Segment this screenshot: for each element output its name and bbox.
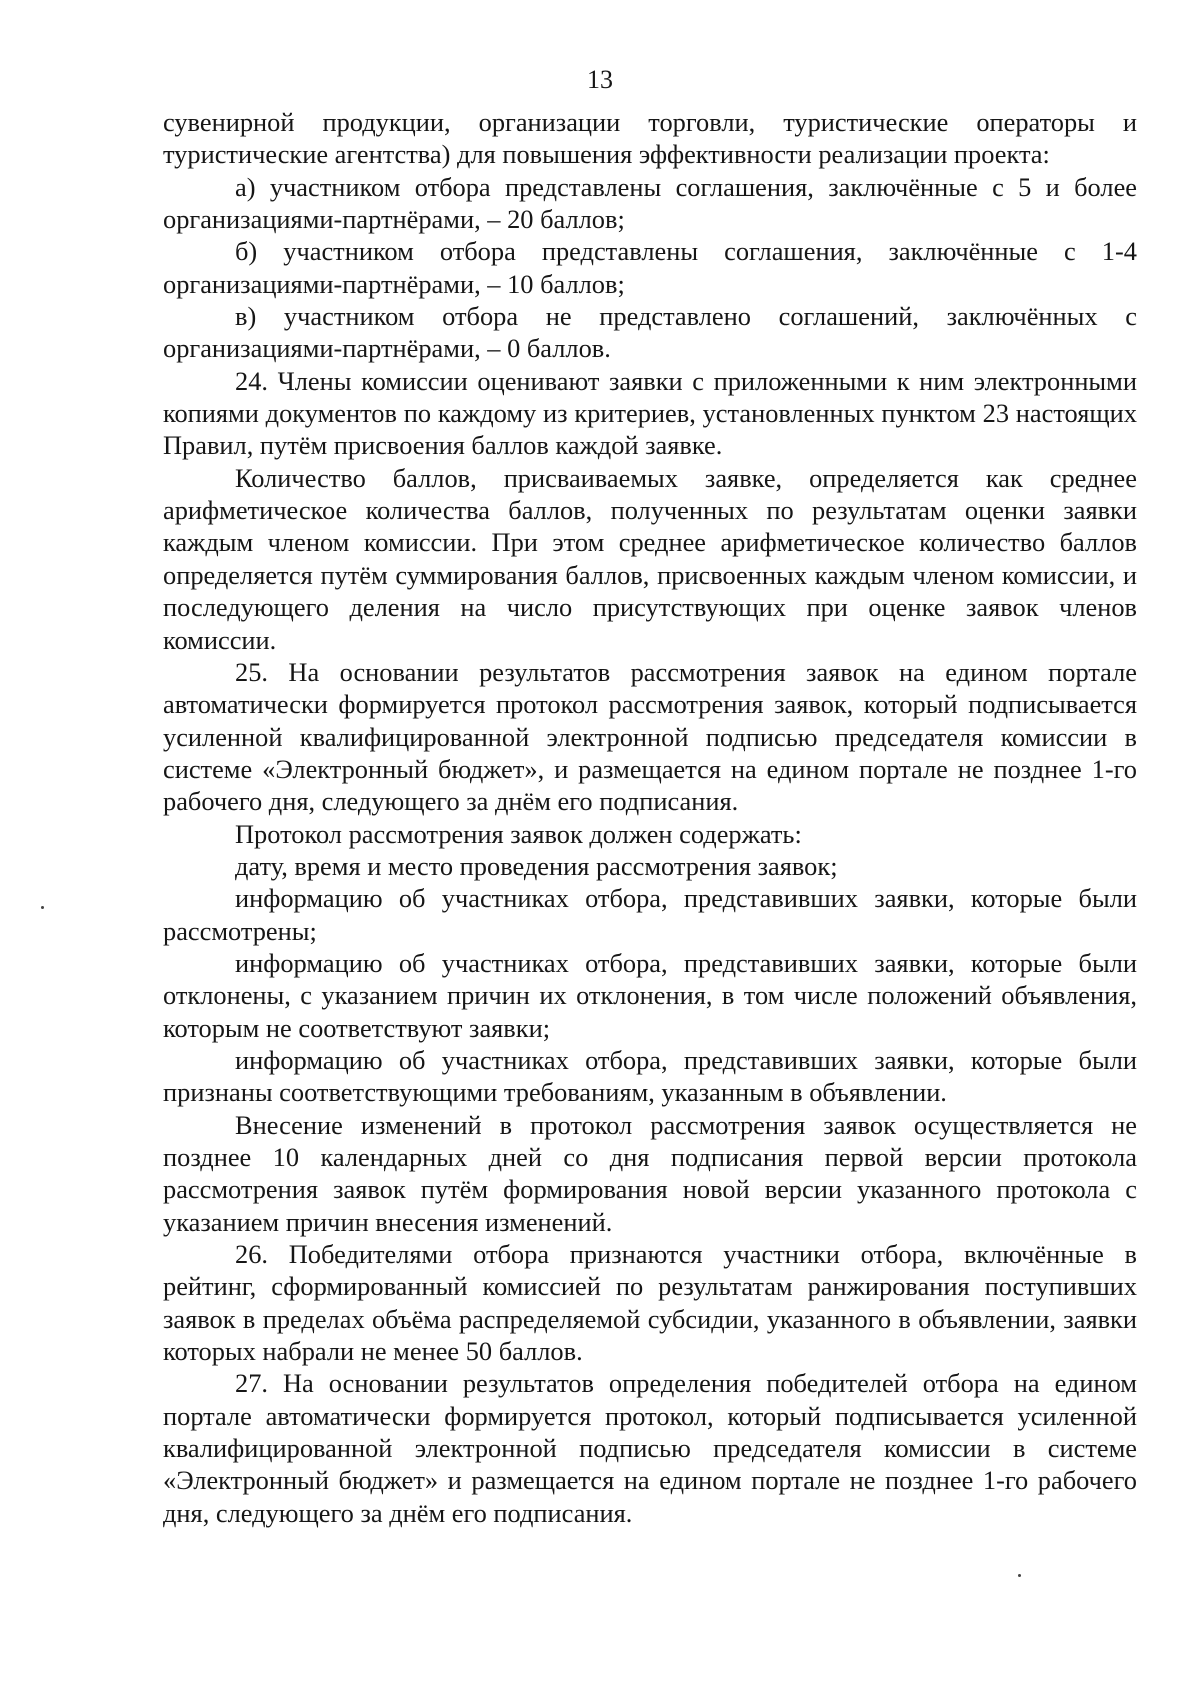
paragraph-clause-26: 26. Победителями отбора признаются участники отбора, включённые в рейтинг, сформированный комиссией по результатам ранжирования поступивших заявок в пределах объёма распределяемой субсидии, указанного в объявлении, заявки которых набрали не менее 50 баллов. [163,1239,1137,1367]
paragraph-score-calculation: Количество баллов, присваиваемых заявке, определяется как среднее арифметическое количества баллов, полученных по результатам оценки заявки каждым членом комиссии. При этом среднее арифметическое количество баллов определяется путём суммирования баллов, присвоенных каждым членом комиссии, и последующего деления на число присутствующих при оценке заявок членов комиссии. [163,462,1137,655]
paragraph-protocol-item-compliant: информацию об участниках отбора, представивших заявки, которые были признаны соответствующими требованиям, указанным в объявлении. [163,1044,1137,1108]
paragraph-protocol-contents-intro: Протокол рассмотрения заявок должен содержать: [235,818,802,849]
paragraph-option-c: в) участником отбора не представлено соглашений, заключённых с организациями-партнёрами, – 0 баллов. [163,301,1137,364]
paragraph-option-a: а) участником отбора представлены соглашения, заключённые с 5 и более организациями-партнёрами, – 20 баллов; [163,171,1137,235]
page-number: 13 [587,65,613,94]
paragraph-protocol-item-date: дату, время и место проведения рассмотрения заявок; [235,850,838,881]
paragraph-protocol-amendments: Внесение изменений в протокол рассмотрения заявок осуществляется не позднее 10 календарных дней со дня подписания первой версии протокола рассмотрения заявок путём формирования новой версии указанного протокола с указанием причин внесения изменений. [163,1109,1137,1237]
paragraph-clause-24: 24. Члены комиссии оценивают заявки с приложенными к ним электронными копиями документов по каждому из критериев, установленных пунктом 23 настоящих Правил, путём присвоения баллов каждой заявке. [163,365,1137,461]
paragraph-option-b: б) участником отбора представлены соглашения, заключённые с 1-4 организациями-партнёрами, – 10 баллов; [163,236,1137,299]
scan-speck [41,906,44,909]
paragraph-criteria-continuation: сувенирной продукции, организации торговли, туристические операторы и туристические агентства) для повышения эффективности реализации проекта: [163,107,1137,170]
scan-speck [1018,1574,1021,1577]
paragraph-clause-27: 27. На основании результатов определения победителей отбора на едином портале автоматически формируется протокол, который подписывается усиленной квалифицированной электронной подписью председателя комиссии в системе «Электронный бюджет» и размещается на едином портале не позднее 1-го рабочего дня, следующего за днём его подписания. [163,1368,1137,1528]
paragraph-protocol-item-reviewed: информацию об участниках отбора, представивших заявки, которые были рассмотрены; [163,883,1137,946]
document-body [163,106,1137,1529]
paragraph-protocol-item-rejected: информацию об участниках отбора, представивших заявки, которые были отклонены, с указанием причин их отклонения, в том числе положений объявления, которым не соответствуют заявки; [163,947,1137,1043]
paragraph-clause-25: 25. На основании результатов рассмотрения заявок на едином портале автоматически формируется протокол рассмотрения заявок, который подписывается усиленной квалифицированной электронной подписью председателя комиссии в системе «Электронный бюджет», и размещается на едином портале не позднее 1-го рабочего дня, следующего за днём его подписания. [163,656,1137,817]
